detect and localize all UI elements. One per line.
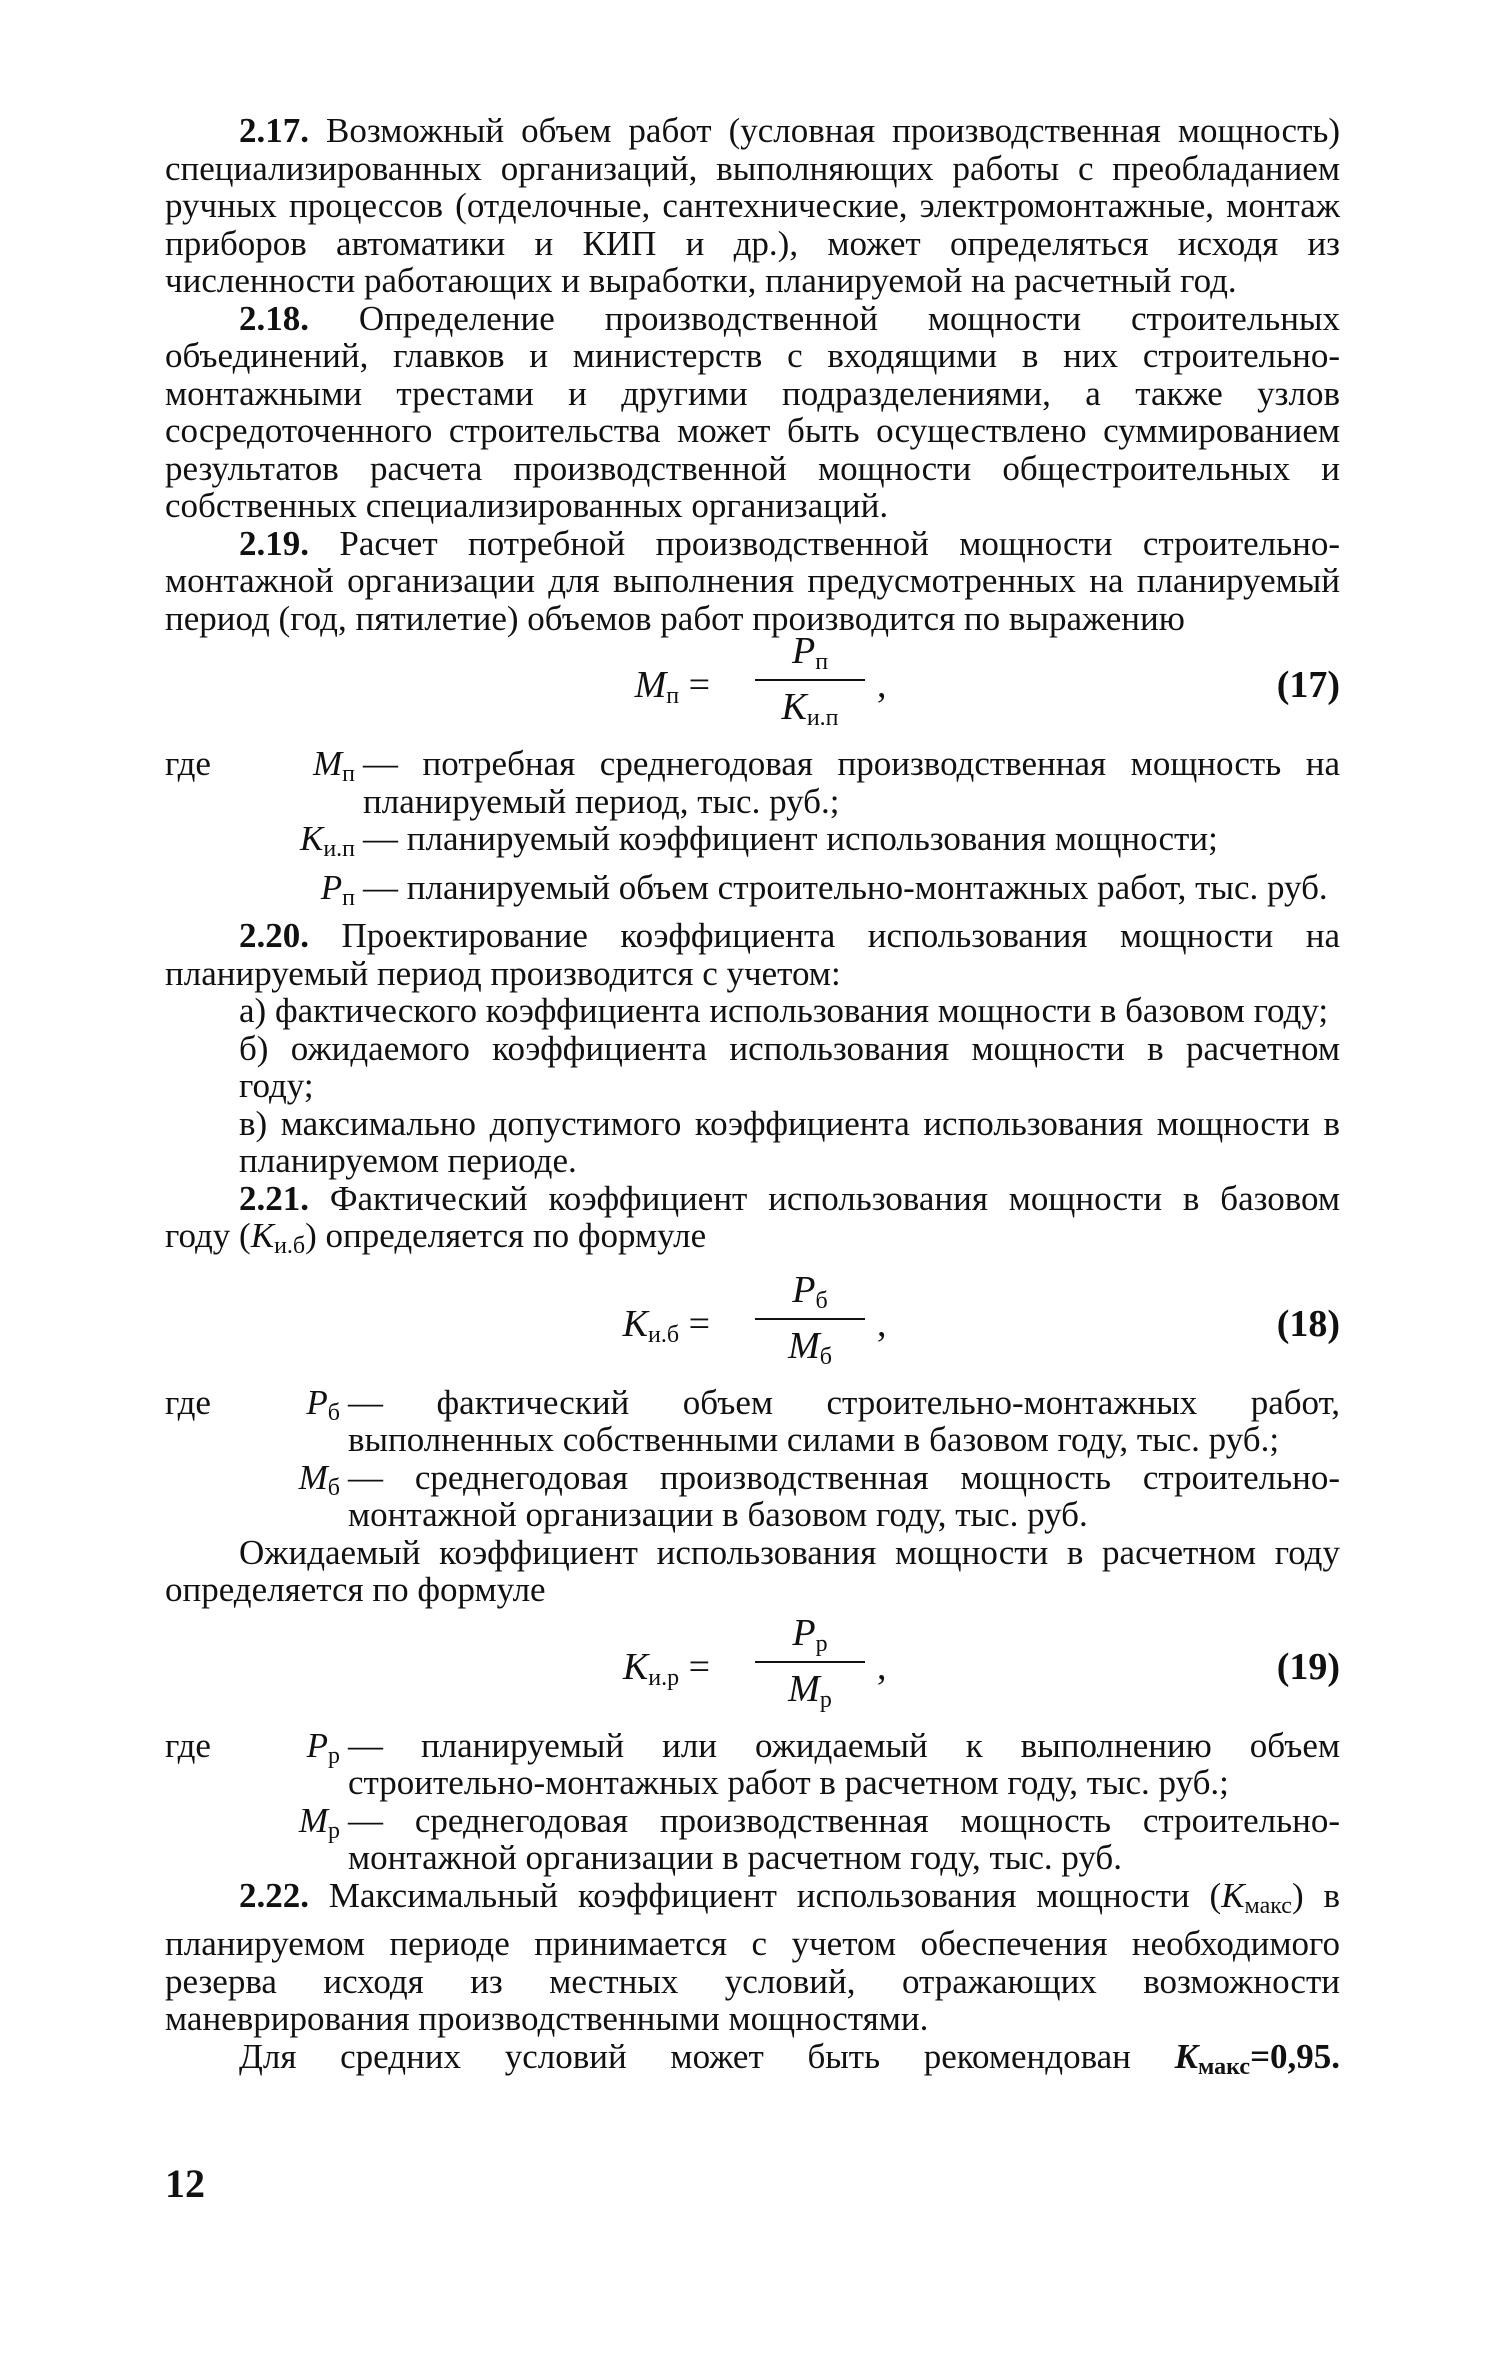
section-number: 2.21.: [239, 1178, 309, 1218]
numerator-subscript: р: [815, 1630, 828, 1657]
paragraph-2-17: [165, 112, 1340, 300]
section-number: 2.22.: [239, 1875, 309, 1915]
page-number: 12: [165, 2161, 205, 2206]
final-symbol: K: [1174, 2036, 1198, 2076]
denominator: [755, 1665, 865, 1713]
section-number: 2.18.: [239, 298, 309, 338]
denominator-subscript: р: [819, 1686, 832, 1713]
section-number: 2.19.: [239, 523, 309, 563]
paragraph-2-19: [165, 525, 1340, 638]
equals-sign: =: [688, 664, 710, 706]
definitions-19: [165, 1727, 1340, 1877]
inline-symbol: K: [1221, 1875, 1245, 1915]
formula-19: [165, 1609, 1340, 1727]
where-word: где: [165, 744, 211, 783]
formula-18: [165, 1266, 1340, 1384]
paragraph-2-18: [165, 300, 1340, 525]
definition-label: [165, 820, 363, 869]
definition-subscript: п: [342, 884, 355, 911]
k-max-value: =0,95.: [1250, 2036, 1341, 2076]
inline-symbol: K: [250, 1216, 275, 1255]
definition-row: [165, 745, 1340, 820]
section-number: 2.17.: [239, 111, 309, 150]
lhs-subscript: п: [666, 683, 680, 709]
lhs-subscript: и.р: [648, 1664, 680, 1691]
k-max-symbol: [1174, 2036, 1251, 2080]
definitions-18: [165, 1384, 1340, 1534]
where-word: где: [165, 1382, 211, 1422]
denominator-subscript: и.п: [806, 705, 839, 731]
definition-symbol: P: [320, 867, 343, 907]
equals-sign: =: [688, 1302, 710, 1345]
list-item-a: а) фактического коэффициента использования мощности в базовом году;: [239, 991, 1329, 1030]
paragraph-final: [165, 2038, 1340, 2087]
definition-text: — потребная среднегодовая производственная мощность на планируемый период, тыс. руб.;: [363, 744, 1340, 821]
definition-symbol: K: [299, 819, 324, 858]
definition-label: [165, 1459, 348, 1534]
definition-text: — планируемый коэффициент использования мощности;: [363, 819, 1218, 858]
paragraph-2-21: [165, 1180, 1340, 1266]
formula-lhs: [634, 664, 710, 716]
formula-17: [165, 627, 1340, 745]
formula-lhs: [622, 1302, 710, 1355]
where-word: где: [165, 1725, 211, 1765]
fraction-bar: [755, 679, 865, 681]
denominator: [755, 683, 865, 731]
inline-subscript: макс: [1244, 1892, 1292, 1919]
definition-subscript: р: [328, 1817, 340, 1844]
definition-row: [165, 820, 1340, 869]
formula-fraction: [755, 1266, 865, 1370]
lhs-symbol: K: [622, 1645, 649, 1688]
definition-label: [165, 1727, 348, 1802]
definition-subscript: б: [327, 1474, 340, 1501]
fraction-bar: [755, 1318, 865, 1320]
lhs-subscript: и.б: [648, 1321, 680, 1348]
denominator-symbol: K: [781, 686, 807, 728]
definition-text: — планируемый или ожидаемый к выполнению объем строительно-монтажных работ в расчетном году, тыс. руб.;: [348, 1725, 1340, 1802]
paragraph-text: Расчет потребной производственной мощности строительно-монтажной организации для выполнения предусмотренных на планируемый период (год, пятилетие) объемов работ производится по выражению: [165, 523, 1340, 638]
formula-number: (18): [1276, 1302, 1340, 1345]
paragraph-expected: Ожидаемый коэффициент использования мощности в расчетном году определяется по формуле: [165, 1532, 1340, 1609]
definition-label: [165, 1384, 348, 1459]
final-subscript: макс: [1197, 2053, 1251, 2080]
paragraph-text: Определение производственной мощности строительных объединений, главков и министерств с входящими в них строительно-монтажными трестами и другими подразделениями, а также узлов сосредоточенного строительства может быть осуществлено суммированием результатов расчета производственной мощности общестроительных и собственных специализированных организаций.: [165, 298, 1341, 525]
denominator: [755, 1322, 865, 1370]
equals-sign: =: [688, 1645, 710, 1688]
formula-fraction: [755, 1609, 865, 1713]
numerator: [755, 1609, 865, 1657]
numerator: [755, 1266, 865, 1314]
formula-comma: ,: [877, 1645, 887, 1688]
numerator-symbol: P: [791, 630, 816, 672]
paragraph-2-22: [165, 1877, 1340, 2038]
list-item-b: б) ожидаемого коэффициента использования мощности в расчетном году;: [239, 1028, 1340, 1105]
definition-text: — среднегодовая производственная мощность строительно-монтажной организации в расчетном году, тыс. руб.: [348, 1800, 1340, 1877]
definition-symbol: M: [298, 1800, 328, 1840]
numerator: [755, 627, 865, 675]
definition-row: [165, 1802, 1340, 1877]
numerator-subscript: п: [815, 649, 829, 675]
formula-fraction: [755, 627, 865, 731]
formula-lhs: [622, 1645, 710, 1698]
formula-comma: ,: [877, 1302, 887, 1345]
text-column: [165, 112, 1340, 2086]
definition-row: [165, 1384, 1340, 1459]
definition-subscript: р: [328, 1742, 340, 1769]
definition-symbol: M: [298, 1457, 328, 1497]
denominator-subscript: б: [819, 1343, 832, 1370]
section-number: 2.20.: [239, 916, 309, 955]
denominator-symbol: M: [788, 1324, 820, 1367]
definitions-17: [165, 745, 1340, 917]
definition-row: [165, 1727, 1340, 1802]
paragraph-text: Фактический коэффициент использования мощности в базовом году (: [165, 1178, 1341, 1255]
definition-row: [165, 1459, 1340, 1534]
paragraph-text: Для средних условий может быть рекомендован: [239, 2036, 1131, 2076]
definition-text: — планируемый объем строительно-монтажных работ, тыс. руб.: [363, 867, 1328, 907]
paragraph-text: Проектирование коэффициента использования мощности на планируемый период производится с учетом:: [165, 916, 1340, 993]
formula-comma: ,: [877, 664, 887, 706]
denominator-symbol: M: [788, 1667, 820, 1710]
paragraph-text: ) в планируемом периоде принимается с учетом обеспечения необходимого резерва исходя из местных условий, отражающих возможности маневрирования производственными мощностями.: [165, 1875, 1341, 2038]
definition-symbol: P: [306, 1382, 328, 1422]
numerator-symbol: P: [792, 1611, 816, 1654]
paragraph-text: Максимальный коэффициент использования мощности (: [328, 1875, 1222, 1915]
numerator-subscript: б: [815, 1287, 828, 1314]
definition-row: [165, 869, 1340, 918]
definition-text: — фактический объем строительно-монтажных работ, выполненных собственными силами в базовом году, тыс. руб.;: [348, 1382, 1340, 1459]
paragraph-text: ) определяется по формуле: [305, 1216, 707, 1255]
definition-symbol: M: [313, 744, 343, 783]
definition-text: — среднегодовая производственная мощность строительно-монтажной организации в базовом году, тыс. руб.: [348, 1457, 1340, 1534]
definition-label: [165, 745, 363, 820]
list-item-c: в) максимально допустимого коэффициента использования мощности в планируемом периоде.: [239, 1103, 1340, 1180]
definition-label: [165, 1802, 348, 1877]
definition-subscript: б: [327, 1399, 340, 1426]
lhs-symbol: K: [622, 1302, 648, 1345]
inline-subscript: и.б: [274, 1233, 306, 1259]
numerator-symbol: P: [792, 1268, 816, 1311]
definition-subscript: и.п: [323, 836, 355, 862]
fraction-bar: [755, 1661, 865, 1663]
paragraph-2-20: [165, 917, 1340, 992]
definition-label: [165, 869, 363, 918]
definition-subscript: п: [342, 761, 355, 787]
paragraph-text: Возможный объем работ (условная производственная мощность) специализированных организаций, выполняющих работы с преобладанием ручных процессов (отделочные, сантехнические, электромонтажные, монтаж приборов автоматики и КИП и др.), может определяться исходя из численности работающих и выработки, планируемой на расчетный год.: [165, 111, 1340, 300]
formula-number: (19): [1276, 1645, 1340, 1688]
formula-number: (17): [1276, 664, 1340, 706]
lhs-symbol: M: [634, 664, 667, 706]
definition-symbol: P: [306, 1725, 328, 1765]
